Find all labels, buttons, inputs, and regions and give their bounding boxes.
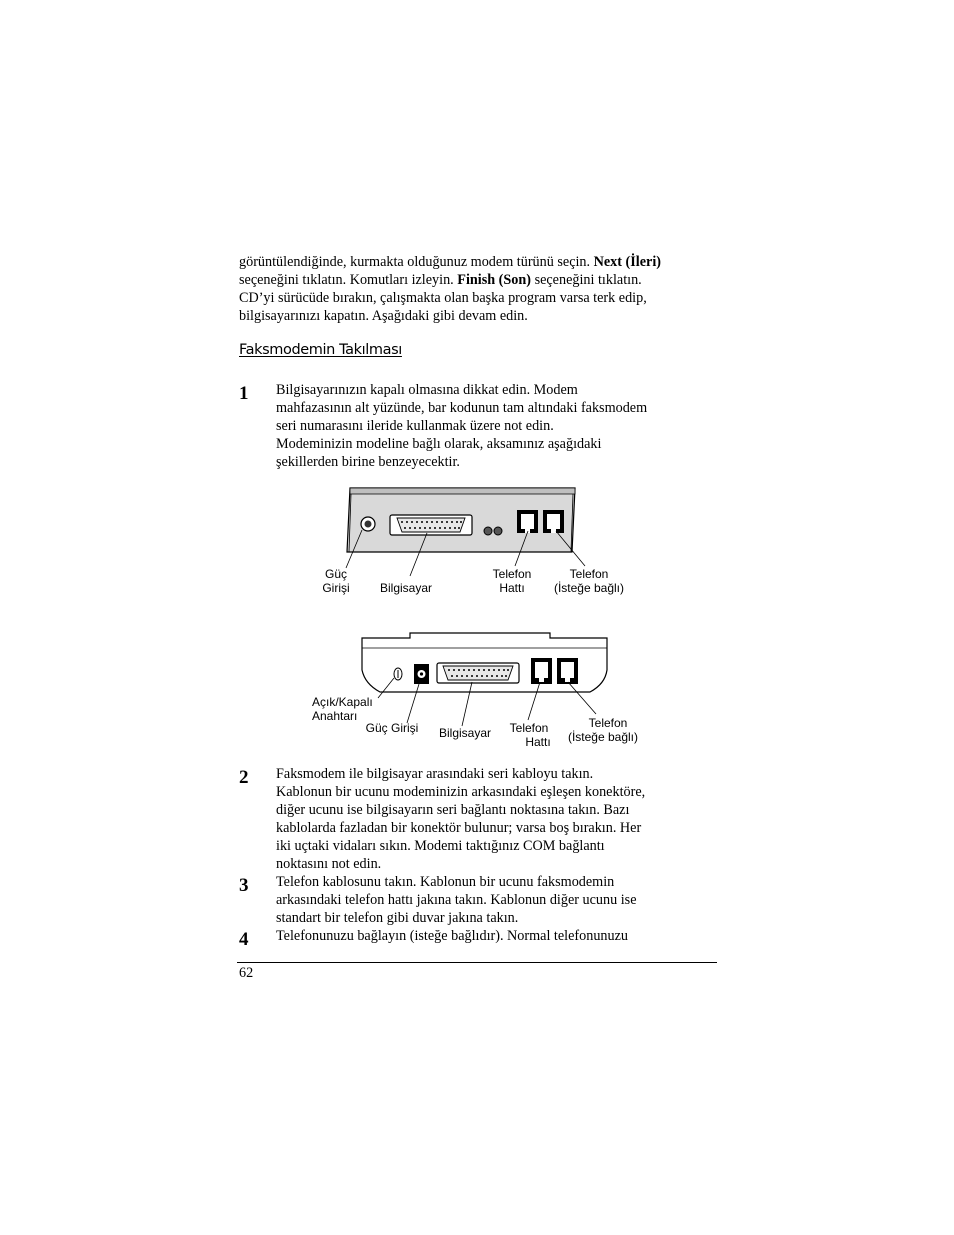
label-switch-1: Açık/Kapalı [312, 695, 373, 709]
step-2-text: Faksmodem ile bilgisayar arasındaki seri kabloyu takın. Kablonun bir ucunu modeminizin arkasındaki eşleşen konektöre, diğer ucunu ise bilgisayarın seri bağlantı noktasına takın. Bazı kablolarda fazladan bir konektör bulunur; varsa boş bırakın. Her iki uçtaki vidaları sıkın. Modemi taktığınız COM bağlantı noktasını not edin. [276, 766, 646, 872]
label-telephone-2: (İsteğe bağlı) [553, 581, 625, 595]
telephone-jack-icon [557, 658, 578, 684]
label-telephone-2: (İsteğe bağlı) [567, 730, 639, 744]
label-switch-2: Anahtarı [312, 709, 358, 723]
next-button-name: Next (İleri) [593, 254, 661, 270]
modem-rear-panel-figure-a [300, 480, 660, 605]
power-jack-icon [414, 664, 429, 684]
label-computer: Bilgisayar [438, 726, 492, 740]
intro-line-3: CD’yi sürücüde bırakın, çalışmakta olan başka program varsa terk edip, [239, 290, 647, 306]
label-telephone-1: Telefon [569, 567, 609, 581]
telephone-jack-icon [543, 510, 564, 533]
step-number-1: 1 [239, 383, 249, 404]
intro-line-1: görüntülendiğinde, kurmakta olduğunuz modem türünü seçin. Next (İleri) [239, 254, 661, 270]
label-phone-line-1: Telefon [509, 721, 549, 735]
label-power-input: Güç Girişi [365, 721, 419, 735]
section-title: Faksmodemin Takılması [239, 342, 402, 358]
label-telephone-1: Telefon [588, 716, 628, 730]
step-1-text: Bilgisayarınızın kapalı olmasına dikkat edin. Modem mahfazasının alt yüzünde, bar kodunun tam altındaki faksmodem seri numarasını ileride kullanmak üzere not edin. Modeminizin modeline bağlı olarak, aksamınız aşağıdaki şekillerden birine benzeyecektir. [276, 382, 648, 470]
step-number-2: 2 [239, 767, 249, 788]
label-power-input-2: Girişi [322, 581, 350, 595]
step-number-3: 3 [239, 875, 249, 896]
step-4-text: Telefonunuzu bağlayın (isteğe bağlıdır). Normal telefonunuzu [276, 928, 628, 944]
label-computer: Bilgisayar [379, 581, 433, 595]
page-number: 62 [239, 965, 254, 981]
intro-paragraph [239, 253, 719, 325]
label-power-input-1: Güç [324, 567, 348, 581]
finish-button-name: Finish (Son) [457, 272, 532, 288]
phone-line-jack-icon [517, 510, 538, 533]
label-phone-line-1: Telefon [492, 567, 532, 581]
footer-rule [237, 962, 717, 963]
label-phone-line-2: Hattı [525, 735, 551, 749]
phone-line-jack-icon [531, 658, 552, 684]
modem-rear-panel-figure-b [300, 628, 660, 756]
step-number-4: 4 [239, 929, 249, 950]
intro-line-4: bilgisayarınızı kapatın. Aşağıdaki gibi devam edin. [239, 308, 528, 324]
intro-line-2: seçeneğini tıklatın. Komutları izleyin. Finish (Son) seçeneğini tıklatın. [239, 272, 642, 288]
label-phone-line-2: Hattı [499, 581, 525, 595]
step-3-text: Telefon kablosunu takın. Kablonun bir ucunu faksmodemin arkasındaki telefon hattı jakına takın. Kablonun diğer ucunu ise standart bir telefon gibi duvar jakına takın. [276, 874, 637, 926]
power-switch-icon [394, 668, 402, 680]
